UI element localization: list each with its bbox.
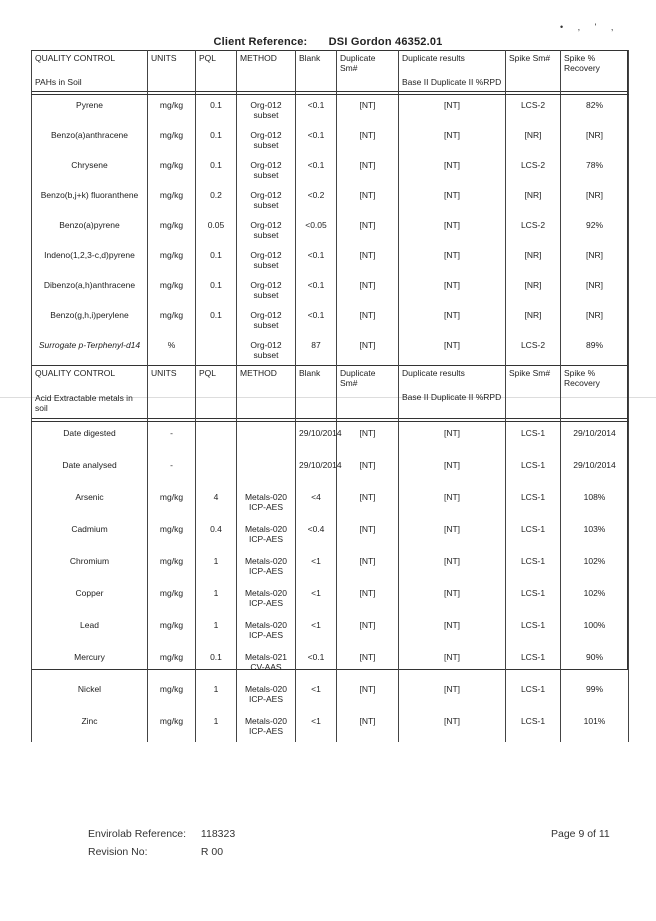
table-row bbox=[32, 305, 629, 335]
table-row bbox=[32, 125, 629, 155]
table-row bbox=[32, 646, 629, 678]
spike-sm-cell: LCS-1 bbox=[506, 518, 561, 550]
table-row bbox=[32, 275, 629, 305]
spike-sm-cell: [NR] bbox=[506, 245, 561, 275]
header-pql-2: PQL bbox=[196, 366, 237, 419]
units-cell: mg/kg bbox=[148, 614, 196, 646]
header-units-2: UNITS bbox=[148, 366, 196, 419]
spike-sm-cell: LCS-1 bbox=[506, 422, 561, 455]
client-reference-value: DSI Gordon 46352.01 bbox=[328, 36, 443, 48]
method-cell: Org-012 subset bbox=[237, 275, 296, 305]
revision-number bbox=[88, 846, 223, 858]
page-number: Page 9 of 11 bbox=[551, 828, 610, 840]
spike-sm-cell: [NR] bbox=[506, 275, 561, 305]
method-cell: Org-012 subset bbox=[237, 185, 296, 215]
envirolab-reference-value: 118323 bbox=[200, 828, 236, 840]
duplicate-sm-cell: [NT] bbox=[337, 614, 399, 646]
spike-recovery-cell: 99% bbox=[561, 678, 629, 710]
section2-title: Acid Extractable metals in soil bbox=[35, 393, 133, 414]
spike-sm-cell: LCS-1 bbox=[506, 550, 561, 582]
method-cell: Metals-020 ICP-AES bbox=[237, 486, 296, 518]
table-row bbox=[32, 422, 629, 455]
header-blank: Blank bbox=[296, 51, 337, 92]
duplicate-results-cell: [NT] bbox=[399, 710, 506, 742]
method-cell bbox=[237, 422, 296, 455]
blank-cell: <0.1 bbox=[296, 155, 337, 185]
table-row bbox=[32, 486, 629, 518]
analyte-cell: Benzo(a)pyrene bbox=[32, 215, 148, 245]
method-cell: Metals-020 ICP-AES bbox=[237, 614, 296, 646]
analyte-cell: Arsenic bbox=[32, 486, 148, 518]
analyte-cell: Benzo(g,h,i)perylene bbox=[32, 305, 148, 335]
method-cell: Org-012 subset bbox=[237, 305, 296, 335]
header-method: METHOD bbox=[237, 51, 296, 92]
spike-recovery-cell: [NR] bbox=[561, 185, 629, 215]
pql-cell: 0.4 bbox=[196, 518, 237, 550]
duplicate-sm-cell: [NT] bbox=[337, 678, 399, 710]
duplicate-sm-cell: [NT] bbox=[337, 95, 399, 126]
blank-cell: <1 bbox=[296, 678, 337, 710]
pql-cell: 1 bbox=[196, 550, 237, 582]
spike-recovery-cell: [NR] bbox=[561, 125, 629, 155]
spike-sm-cell: LCS-2 bbox=[506, 215, 561, 245]
analyte-cell: Pyrene bbox=[32, 95, 148, 126]
duplicate-sm-cell: [NT] bbox=[337, 155, 399, 185]
analyte-cell: Lead bbox=[32, 614, 148, 646]
spike-recovery-cell: [NR] bbox=[561, 245, 629, 275]
header-quality-control: QUALITY CONTROL PAHs in Soil bbox=[32, 51, 148, 92]
pql-cell: 0.2 bbox=[196, 185, 237, 215]
duplicate-results-cell: [NT] bbox=[399, 335, 506, 366]
spike-sm-cell: [NR] bbox=[506, 305, 561, 335]
spike-recovery-cell: 102% bbox=[561, 550, 629, 582]
qc-table bbox=[31, 50, 629, 742]
method-cell: Metals-020 ICP-AES bbox=[237, 678, 296, 710]
pql-cell: 1 bbox=[196, 614, 237, 646]
blank-cell: <0.4 bbox=[296, 518, 337, 550]
analyte-cell: Mercury bbox=[32, 646, 148, 678]
duplicate-results-cell: [NT] bbox=[399, 646, 506, 678]
pql-cell: 0.1 bbox=[196, 305, 237, 335]
analyte-cell: Cadmium bbox=[32, 518, 148, 550]
method-cell: Org-012 subset bbox=[237, 215, 296, 245]
duplicate-results-cell: [NT] bbox=[399, 305, 506, 335]
spike-recovery-cell: 82% bbox=[561, 95, 629, 126]
blank-cell: 29/10/2014 bbox=[296, 422, 337, 455]
units-cell: mg/kg bbox=[148, 215, 196, 245]
pql-cell: 4 bbox=[196, 486, 237, 518]
header-spike-sm: Spike Sm# bbox=[506, 51, 561, 92]
table-row bbox=[32, 335, 629, 366]
method-cell: Metals-020 ICP-AES bbox=[237, 550, 296, 582]
duplicate-results-cell: [NT] bbox=[399, 550, 506, 582]
duplicate-sm-cell: [NT] bbox=[337, 518, 399, 550]
spike-recovery-cell: 92% bbox=[561, 215, 629, 245]
envirolab-reference-label: Envirolab Reference: bbox=[88, 828, 187, 840]
spike-sm-cell: LCS-2 bbox=[506, 335, 561, 366]
spike-sm-cell: LCS-1 bbox=[506, 582, 561, 614]
header-pql: PQL bbox=[196, 51, 237, 92]
table-row bbox=[32, 245, 629, 275]
duplicate-results-cell: [NT] bbox=[399, 125, 506, 155]
duplicate-results-cell: [NT] bbox=[399, 95, 506, 126]
spike-sm-cell: LCS-1 bbox=[506, 710, 561, 742]
spike-recovery-cell: 29/10/2014 bbox=[561, 422, 629, 455]
units-cell: mg/kg bbox=[148, 275, 196, 305]
scan-artifact-dots: • , ' , bbox=[560, 22, 620, 32]
spike-recovery-cell: 78% bbox=[561, 155, 629, 185]
revision-label: Revision No: bbox=[88, 846, 148, 858]
spike-recovery-cell: 101% bbox=[561, 710, 629, 742]
units-cell: mg/kg bbox=[148, 155, 196, 185]
pql-cell: 0.1 bbox=[196, 275, 237, 305]
spike-sm-cell: LCS-1 bbox=[506, 454, 561, 486]
analyte-cell: Date analysed bbox=[32, 454, 148, 486]
duplicate-sm-cell: [NT] bbox=[337, 646, 399, 678]
analyte-cell: Copper bbox=[32, 582, 148, 614]
analyte-cell: Dibenzo(a,h)anthracene bbox=[32, 275, 148, 305]
duplicate-results-cell: [NT] bbox=[399, 422, 506, 455]
duplicate-results-cell: [NT] bbox=[399, 155, 506, 185]
spike-recovery-cell: [NR] bbox=[561, 305, 629, 335]
method-cell: Org-012 subset bbox=[237, 245, 296, 275]
spike-recovery-cell: 103% bbox=[561, 518, 629, 550]
blank-cell: <1 bbox=[296, 582, 337, 614]
duplicate-sm-cell: [NT] bbox=[337, 550, 399, 582]
spike-sm-cell: [NR] bbox=[506, 185, 561, 215]
header-method-2: METHOD bbox=[237, 366, 296, 419]
units-cell: mg/kg bbox=[148, 646, 196, 678]
analyte-cell: Indeno(1,2,3-c,d)pyrene bbox=[32, 245, 148, 275]
header-duplicate-sub-2: Base II Duplicate II %RPD bbox=[402, 392, 502, 403]
header-duplicate-results: Duplicate results Base II Duplicate II %RPD bbox=[399, 51, 506, 92]
blank-cell: 29/10/2014 bbox=[296, 454, 337, 486]
spike-sm-cell: LCS-1 bbox=[506, 678, 561, 710]
blank-cell: <0.1 bbox=[296, 245, 337, 275]
duplicate-results-cell: [NT] bbox=[399, 678, 506, 710]
duplicate-sm-cell: [NT] bbox=[337, 215, 399, 245]
blank-cell: <1 bbox=[296, 710, 337, 742]
spike-sm-cell: LCS-1 bbox=[506, 646, 561, 678]
duplicate-results-cell: [NT] bbox=[399, 486, 506, 518]
duplicate-sm-cell: [NT] bbox=[337, 422, 399, 455]
pql-cell: 1 bbox=[196, 710, 237, 742]
method-cell: Org-012 subset bbox=[237, 335, 296, 366]
duplicate-sm-cell: [NT] bbox=[337, 185, 399, 215]
pql-cell: 0.1 bbox=[196, 95, 237, 126]
table-row bbox=[32, 550, 629, 582]
blank-cell: 87 bbox=[296, 335, 337, 366]
blank-cell: <0.1 bbox=[296, 305, 337, 335]
spike-recovery-cell: 108% bbox=[561, 486, 629, 518]
units-cell: mg/kg bbox=[148, 678, 196, 710]
pql-cell bbox=[196, 422, 237, 455]
spike-sm-cell: LCS-1 bbox=[506, 614, 561, 646]
analyte-cell: Nickel bbox=[32, 678, 148, 710]
units-cell: mg/kg bbox=[148, 582, 196, 614]
duplicate-sm-cell: [NT] bbox=[337, 454, 399, 486]
header-duplicate-sm-2: Duplicate Sm# bbox=[337, 366, 399, 419]
units-cell: mg/kg bbox=[148, 710, 196, 742]
table-row bbox=[32, 518, 629, 550]
method-cell bbox=[237, 454, 296, 486]
table-row bbox=[32, 215, 629, 245]
blank-cell: <1 bbox=[296, 614, 337, 646]
pql-cell: 1 bbox=[196, 678, 237, 710]
units-cell: mg/kg bbox=[148, 305, 196, 335]
blank-cell: <1 bbox=[296, 550, 337, 582]
duplicate-sm-cell: [NT] bbox=[337, 335, 399, 366]
header-spike-recovery-2: Spike % Recovery bbox=[561, 366, 629, 419]
qc-table-body bbox=[32, 51, 629, 743]
duplicate-results-cell: [NT] bbox=[399, 454, 506, 486]
duplicate-sm-cell: [NT] bbox=[337, 710, 399, 742]
spike-recovery-cell: 102% bbox=[561, 582, 629, 614]
duplicate-results-cell: [NT] bbox=[399, 245, 506, 275]
duplicate-sm-cell: [NT] bbox=[337, 305, 399, 335]
units-cell: - bbox=[148, 454, 196, 486]
table-row bbox=[32, 454, 629, 486]
blank-cell: <4 bbox=[296, 486, 337, 518]
envirolab-reference bbox=[88, 828, 235, 840]
analyte-cell: Benzo(b,j+k) fluoranthene bbox=[32, 185, 148, 215]
table-row bbox=[32, 614, 629, 646]
blank-cell: <0.1 bbox=[296, 95, 337, 126]
blank-cell: <0.1 bbox=[296, 275, 337, 305]
spike-sm-cell: LCS-2 bbox=[506, 95, 561, 126]
method-cell: Metals-020 ICP-AES bbox=[237, 710, 296, 742]
revision-value: R 00 bbox=[200, 846, 224, 858]
units-cell: mg/kg bbox=[148, 245, 196, 275]
pql-cell bbox=[196, 335, 237, 366]
client-reference bbox=[0, 36, 656, 48]
units-cell: mg/kg bbox=[148, 185, 196, 215]
analyte-cell: Benzo(a)anthracene bbox=[32, 125, 148, 155]
units-cell: mg/kg bbox=[148, 550, 196, 582]
duplicate-sm-cell: [NT] bbox=[337, 582, 399, 614]
section1-header-row bbox=[32, 51, 629, 92]
analyte-cell: Date digested bbox=[32, 422, 148, 455]
method-cell: Org-012 subset bbox=[237, 155, 296, 185]
units-cell: mg/kg bbox=[148, 125, 196, 155]
pql-cell: 0.1 bbox=[196, 245, 237, 275]
method-cell: Metals-020 ICP-AES bbox=[237, 582, 296, 614]
spike-sm-cell: LCS-1 bbox=[506, 486, 561, 518]
units-cell: mg/kg bbox=[148, 486, 196, 518]
duplicate-sm-cell: [NT] bbox=[337, 486, 399, 518]
method-cell: Metals-021 CV-AAS bbox=[237, 646, 296, 678]
duplicate-sm-cell: [NT] bbox=[337, 275, 399, 305]
units-cell: - bbox=[148, 422, 196, 455]
spike-recovery-cell: [NR] bbox=[561, 275, 629, 305]
table-row bbox=[32, 582, 629, 614]
duplicate-results-cell: [NT] bbox=[399, 185, 506, 215]
units-cell: % bbox=[148, 335, 196, 366]
pql-cell: 0.05 bbox=[196, 215, 237, 245]
blank-cell: <0.05 bbox=[296, 215, 337, 245]
header-spike-sm-2: Spike Sm# bbox=[506, 366, 561, 419]
duplicate-results-cell: [NT] bbox=[399, 518, 506, 550]
client-reference-label: Client Reference: bbox=[213, 36, 308, 48]
duplicate-sm-cell: [NT] bbox=[337, 245, 399, 275]
header-spike-recovery: Spike % Recovery bbox=[561, 51, 629, 92]
duplicate-results-cell: [NT] bbox=[399, 582, 506, 614]
header-blank-2: Blank bbox=[296, 366, 337, 419]
table-row bbox=[32, 678, 629, 710]
pql-cell: 0.1 bbox=[196, 646, 237, 678]
table-row bbox=[32, 185, 629, 215]
units-cell: mg/kg bbox=[148, 95, 196, 126]
blank-cell: <0.1 bbox=[296, 646, 337, 678]
blank-cell: <0.1 bbox=[296, 125, 337, 155]
pql-cell: 0.1 bbox=[196, 155, 237, 185]
spike-recovery-cell: 89% bbox=[561, 335, 629, 366]
pql-cell: 0.1 bbox=[196, 125, 237, 155]
spike-sm-cell: LCS-2 bbox=[506, 155, 561, 185]
analyte-cell: Chromium bbox=[32, 550, 148, 582]
blank-cell: <0.2 bbox=[296, 185, 337, 215]
spike-recovery-cell: 100% bbox=[561, 614, 629, 646]
header-duplicate-results-2: Duplicate results Base II Duplicate II %RPD bbox=[399, 366, 506, 419]
duplicate-results-cell: [NT] bbox=[399, 275, 506, 305]
units-cell: mg/kg bbox=[148, 518, 196, 550]
analyte-cell: Chrysene bbox=[32, 155, 148, 185]
method-cell: Org-012 subset bbox=[237, 95, 296, 126]
section1-title: PAHs in Soil bbox=[35, 77, 82, 88]
header-units: UNITS bbox=[148, 51, 196, 92]
header-duplicate-sm: Duplicate Sm# bbox=[337, 51, 399, 92]
analyte-cell: Zinc bbox=[32, 710, 148, 742]
header-quality-control-2: QUALITY CONTROL Acid Extractable metals in soil bbox=[32, 366, 148, 419]
pql-cell bbox=[196, 454, 237, 486]
table-row bbox=[32, 95, 629, 126]
duplicate-results-cell: [NT] bbox=[399, 215, 506, 245]
spike-sm-cell: [NR] bbox=[506, 125, 561, 155]
method-cell: Metals-020 ICP-AES bbox=[237, 518, 296, 550]
pql-cell: 1 bbox=[196, 582, 237, 614]
duplicate-sm-cell: [NT] bbox=[337, 125, 399, 155]
table-row bbox=[32, 155, 629, 185]
spike-recovery-cell: 29/10/2014 bbox=[561, 454, 629, 486]
header-duplicate-sub: Base II Duplicate II %RPD bbox=[402, 77, 502, 88]
table-row bbox=[32, 710, 629, 742]
method-cell: Org-012 subset bbox=[237, 125, 296, 155]
spike-recovery-cell: 90% bbox=[561, 646, 629, 678]
duplicate-results-cell: [NT] bbox=[399, 614, 506, 646]
section2-header-row bbox=[32, 366, 629, 419]
analyte-cell: Surrogate p-Terphenyl-d14 bbox=[32, 335, 148, 366]
